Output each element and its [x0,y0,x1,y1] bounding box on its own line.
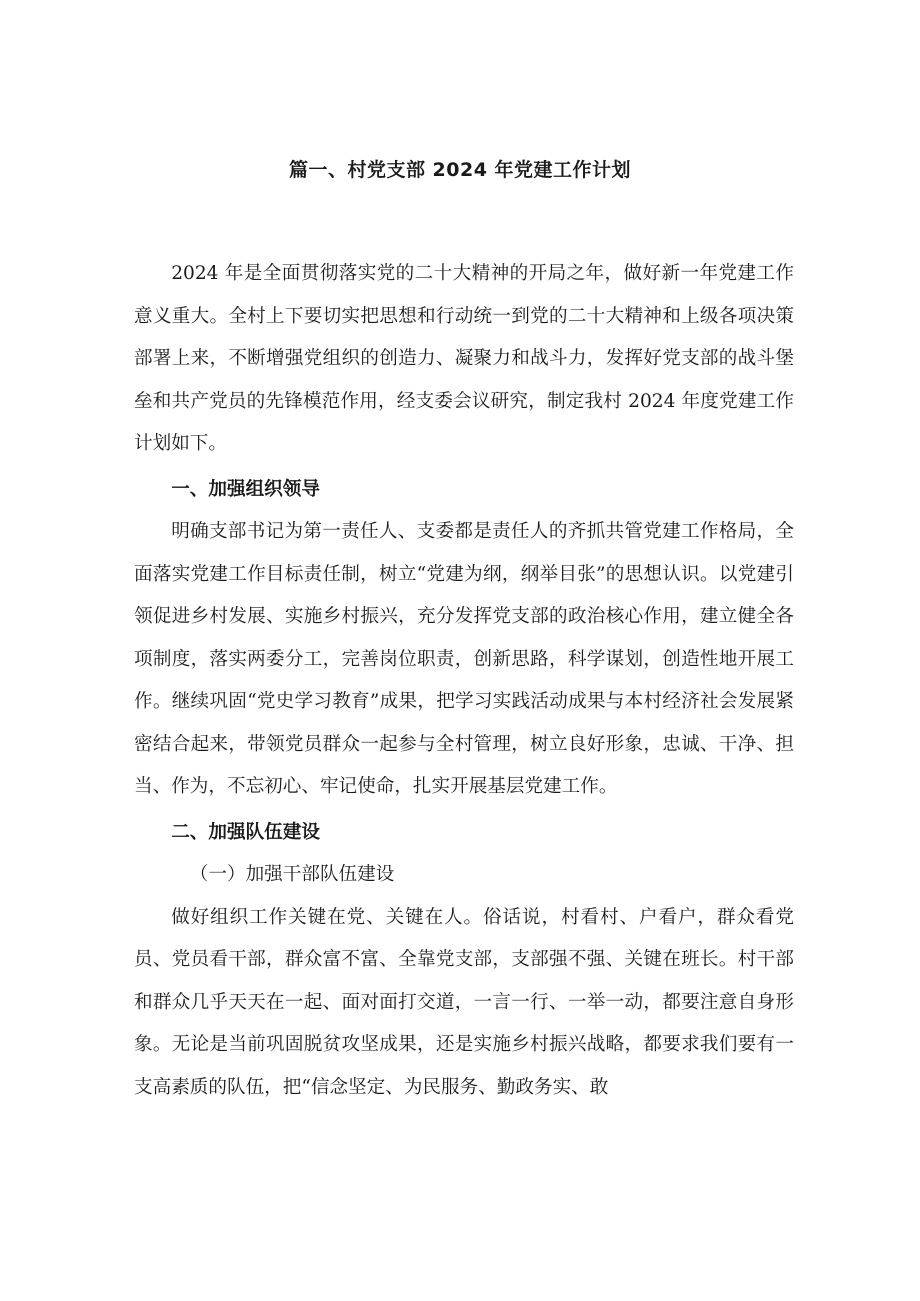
section-1-heading: 一、加强组织领导 [171,478,320,500]
section-2-subheading: （一）加强干部队伍建设 [189,864,395,885]
section-2-heading: 二、加强队伍建设 [171,821,320,843]
section-2-paragraph: 做好组织工作关键在党、关键在人。俗话说，村看村、户看户，群众看党员、党员看干部，群众富不富、全靠党支部，支部强不强、关键在班长。村干部和群众几乎天天在一起、面对面打交道，一言一行、一举一动，都要注意自身形象。无论是当前巩固脱贫攻坚成果，还是实施乡村振兴战略，都要求我们要有一支高素质的队伍，把“信念坚定、为民服务、勤政务实、敢 [134,906,794,1098]
document-body [134,253,794,1109]
document-title: 篇一、村党支部 2024 年党建工作计划 [288,159,632,181]
intro-paragraph: 2024 年是全面贯彻落实党的二十大精神的开局之年，做好新一年党建工作意义重大。全村上下要切实把思想和行动统一到党的二十大精神和上级各项决策部署上来，不断增强党组织的创造力、凝聚力和战斗力，发挥好党支部的战斗堡垒和共产党员的先锋模范作用，经支委会议研究，制定我村 2024 年度党建工作计划如下。 [134,263,794,454]
section-1-paragraph: 明确支部书记为第一责任人、支委都是责任人的齐抓共管党建工作格局，全面落实党建工作目标责任制，树立“党建为纲，纲举目张”的思想认识。以党建引领促进乡村发展、实施乡村振兴，充分发挥党支部的政治核心作用，建立健全各项制度，落实两委分工，完善岗位职责，创新思路，科学谋划，创造性地开展工作。继续巩固“党史学习教育”成果，把学习实践活动成果与本村经济社会发展紧密结合起来，带领党员群众一起参与全村管理，树立良好形象，忠诚、干净、担当、作为，不忘初心、牢记使命，扎实开展基层党建工作。 [134,521,794,797]
